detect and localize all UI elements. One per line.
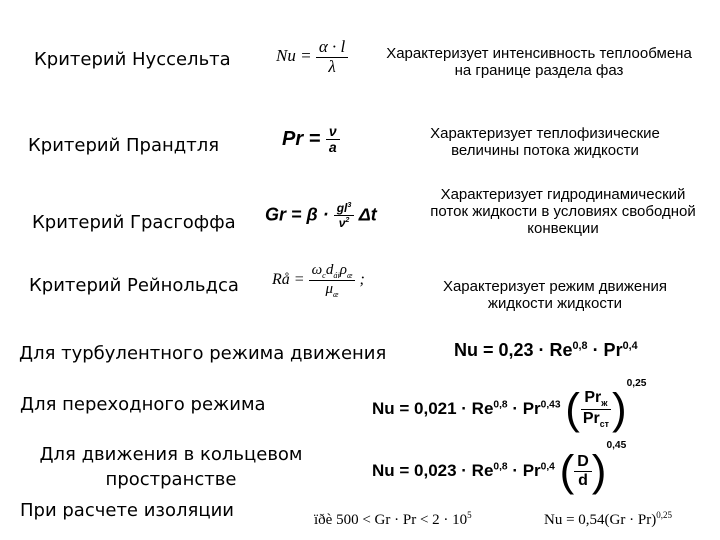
formula-insulation-condition: ïðè $500 < Gr \cdot Pr < 2 \cdot 10^5$ [314,510,472,528]
criterion-name-prandtl: Критерий Прандтля [28,135,220,156]
formula-annular: Nu = 0,023 · Re$^{0,8}$ · Pr$^{0,4}$ ( $\frac{D}{d}$ )$^{0,45}$ [372,440,627,496]
criterion-desc-nusselt: Характеризует интенсивность теплообмена на границе раздела фаз [386,45,692,79]
formula-prandtl: Pr = $\frac{\nu}{a}$ [282,124,340,156]
regime-label-transitional: Для переходного режима [20,394,266,415]
formula-transitional: Nu = 0,021 · Re$^{0,8}$ · Pr$^{0,43}$ ( $\frac{Pr_ж}{Pr_{ст}}$ )$^{0,25}$ [372,378,647,434]
formula-reynolds: Rå = $\frac{\omega_cd_{ái}\rho_æ}{\mu_æ}$ ; [272,262,365,300]
criterion-name-reynolds: Критерий Рейнольдса [29,275,239,296]
criterion-name-nusselt: Критерий Нуссельта [34,49,231,70]
criterion-desc-grashof: Характеризует гидродинамический поток жидкости в условиях свободной конвекции [430,186,696,237]
regime-label-insulation: При расчете изоляции [20,500,234,521]
formula-grashof: Gr = β · $\frac{gl^3}{\nu^2}$ Δt [265,200,377,231]
criterion-desc-prandtl: Характеризует теплофизические величины потока жидкости [430,125,660,159]
formula-insulation-result: $Nu = 0,54(Gr \cdot Pr)^{0,25}$ [544,510,672,528]
formula-nusselt: Nu = $\frac{\alpha \cdot l}{\lambda}$ [276,38,348,76]
criterion-desc-reynolds: Характеризует режим движения жидкости жидкости [442,278,668,312]
formula-turbulent: Nu = 0,23 · Re$^{0,8}$ · Pr$^{0,4}$ [454,340,638,360]
regime-label-turbulent: Для турбулентного режима движения [19,343,387,364]
regime-label-annular: Для движения в кольцевом пространстве [39,444,303,490]
criterion-name-grashof: Критерий Грасгоффа [32,212,236,233]
